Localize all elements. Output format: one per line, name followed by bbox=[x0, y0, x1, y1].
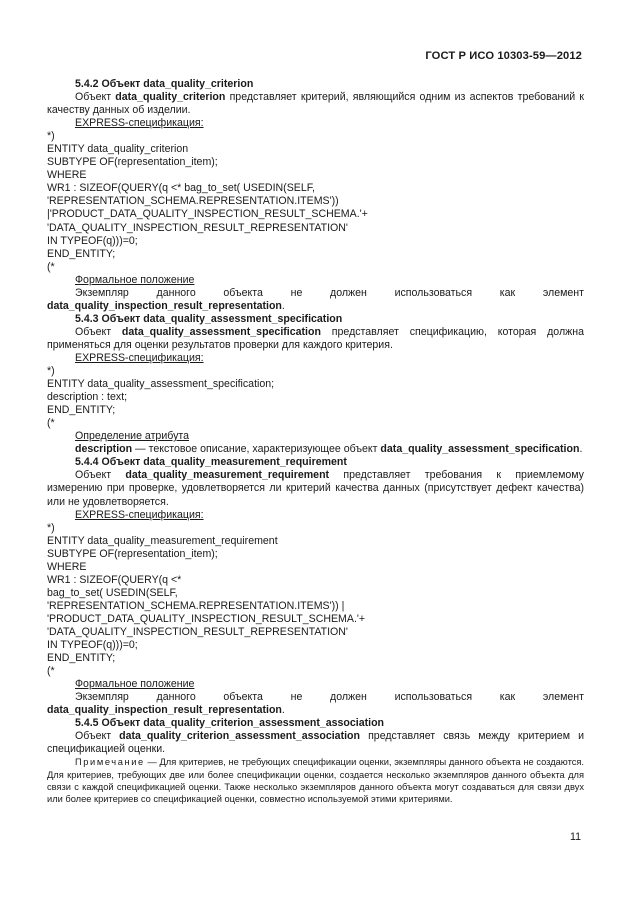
formal-text-part: Экземпляр данного объекта не должен использоваться как элемент bbox=[75, 691, 584, 704]
desc-text: представляет требования к приемлемому измерению при проверке, удовлетворяется ли критерий качества данных (присутствует дефект качества) или не удовлетворяется. bbox=[47, 469, 584, 508]
code-line: END_ENTITY; bbox=[47, 247, 116, 260]
standard-header: ГОСТ Р ИСО 10303-59—2012 bbox=[425, 50, 582, 62]
code-line: *) bbox=[47, 521, 55, 534]
entity-name: data_quality_criterion bbox=[115, 91, 226, 104]
formal-label: Формальное положение bbox=[75, 273, 195, 286]
desc-text: представляет критерий, являющийся одним из аспектов требований к качеству данных об изделии. bbox=[47, 91, 584, 117]
entity-name: data_quality_assessment_specification bbox=[380, 443, 580, 456]
page-number: 11 bbox=[570, 831, 581, 843]
section-heading-5-4-2: 5.4.2 Объект data_quality_criterion bbox=[75, 78, 254, 90]
page-content bbox=[47, 78, 584, 806]
code-line: SUBTYPE OF(representation_item); bbox=[47, 547, 218, 560]
attribute-text: . bbox=[579, 443, 583, 456]
code-line: WHERE bbox=[47, 169, 87, 182]
code-line: 'PRODUCT_DATA_QUALITY_INSPECTION_RESULT_SCHEMA.'+ bbox=[47, 612, 366, 625]
formal-text-part: Экземпляр данного объекта не должен использоваться как элемент bbox=[75, 286, 584, 299]
entity-name: data_quality_inspection_result_representation bbox=[47, 299, 282, 312]
code-line: 'REPRESENTATION_SCHEMA.REPRESENTATION.ITEMS')) bbox=[47, 195, 339, 208]
desc-text: представляет спецификацию, которая должна применяться для оценки результатов проверки для каждого критерия. bbox=[47, 325, 584, 351]
attribute-name: description bbox=[75, 443, 133, 456]
section-heading-5-4-4: 5.4.4 Объект data_quality_measurement_requirement bbox=[75, 456, 347, 469]
code-line: ENTITY data_quality_measurement_requirement bbox=[47, 534, 278, 547]
express-code-block bbox=[47, 130, 584, 274]
code-line: bag_to_set( USEDIN(SELF, bbox=[47, 586, 178, 599]
code-line: SUBTYPE OF(representation_item); bbox=[47, 156, 218, 169]
express-code-block bbox=[47, 522, 584, 679]
code-line: WR1 : SIZEOF(QUERY(q <* bbox=[47, 573, 182, 586]
code-line: (* bbox=[47, 260, 55, 273]
desc-text: Объект bbox=[75, 91, 116, 104]
code-line: IN TYPEOF(q)))=0; bbox=[47, 234, 138, 247]
express-label: EXPRESS-спецификация: bbox=[75, 351, 204, 364]
entity-name: data_quality_measurement_requirement bbox=[125, 469, 330, 482]
express-label: EXPRESS-спецификация: bbox=[75, 117, 204, 130]
desc-text: представляет связь между критерием и спецификацией оценки. bbox=[47, 730, 584, 756]
attribute-text: — текстовое описание, характеризующее объект bbox=[132, 443, 381, 456]
code-line: |'PRODUCT_DATA_QUALITY_INSPECTION_RESULT_SCHEMA.'+ bbox=[47, 208, 368, 221]
entity-name: data_quality_assessment_specification bbox=[121, 325, 321, 338]
desc-text: Объект bbox=[75, 730, 120, 743]
section-heading-5-4-3: 5.4.3 Объект data_quality_assessment_specification bbox=[75, 312, 343, 325]
code-line: description : text; bbox=[47, 391, 128, 404]
attribute-label: Определение атрибута bbox=[75, 430, 190, 443]
code-line: END_ENTITY; bbox=[47, 652, 116, 665]
formal-label: Формальное положение bbox=[75, 678, 195, 691]
code-line: 'DATA_QUALITY_INSPECTION_RESULT_REPRESENTATION' bbox=[47, 625, 348, 638]
code-line: 'DATA_QUALITY_INSPECTION_RESULT_REPRESENTATION' bbox=[47, 221, 348, 234]
attribute-definition bbox=[47, 443, 584, 456]
code-line: (* bbox=[47, 417, 55, 430]
code-line: *) bbox=[47, 365, 55, 378]
express-code-block bbox=[47, 365, 584, 430]
section-desc-5-4-2 bbox=[47, 91, 584, 117]
code-line: WHERE bbox=[47, 560, 87, 573]
code-line: END_ENTITY; bbox=[47, 404, 116, 417]
code-line: (* bbox=[47, 665, 55, 678]
code-line: ENTITY data_quality_criterion bbox=[47, 143, 189, 156]
formal-text bbox=[47, 691, 584, 717]
section-desc-5-4-3 bbox=[47, 326, 584, 352]
code-line: 'REPRESENTATION_SCHEMA.REPRESENTATION.ITEMS')) | bbox=[47, 599, 345, 612]
section-desc-5-4-4 bbox=[47, 469, 584, 508]
formal-text-part: . bbox=[281, 704, 285, 717]
desc-text: Объект bbox=[75, 469, 126, 482]
desc-text: Объект bbox=[75, 325, 122, 338]
entity-name: data_quality_inspection_result_representation bbox=[47, 704, 282, 717]
code-line: *) bbox=[47, 130, 55, 143]
note-label: Примечание bbox=[75, 757, 145, 768]
formal-text-part: . bbox=[281, 299, 285, 312]
section-heading-5-4-5: 5.4.5 Объект data_quality_criterion_assessment_association bbox=[75, 717, 385, 730]
formal-text bbox=[47, 287, 584, 313]
code-line: ENTITY data_quality_assessment_specification; bbox=[47, 378, 275, 391]
code-line: WR1 : SIZEOF(QUERY(q <* bag_to_set( USEDIN(SELF, bbox=[47, 182, 315, 195]
note-text: — Для критериев, не требующих спецификации оценки, экземпляры данного объекта не создаются. Для критериев, требующих две или более спецификации оценки, создается несколько экземпляров данного объекта для связи с каждой спецификацией оценки. Также несколько экземпляров данного объекта могут создаваться для связи двух или более критериев со спецификацией оценки, совместно используемой этими критериями. bbox=[47, 757, 584, 805]
section-desc-5-4-5 bbox=[47, 730, 584, 756]
entity-name: data_quality_criterion_assessment_association bbox=[119, 730, 360, 743]
express-label: EXPRESS-спецификация: bbox=[75, 508, 204, 521]
note-paragraph bbox=[47, 756, 584, 805]
code-line: IN TYPEOF(q)))=0; bbox=[47, 639, 138, 652]
